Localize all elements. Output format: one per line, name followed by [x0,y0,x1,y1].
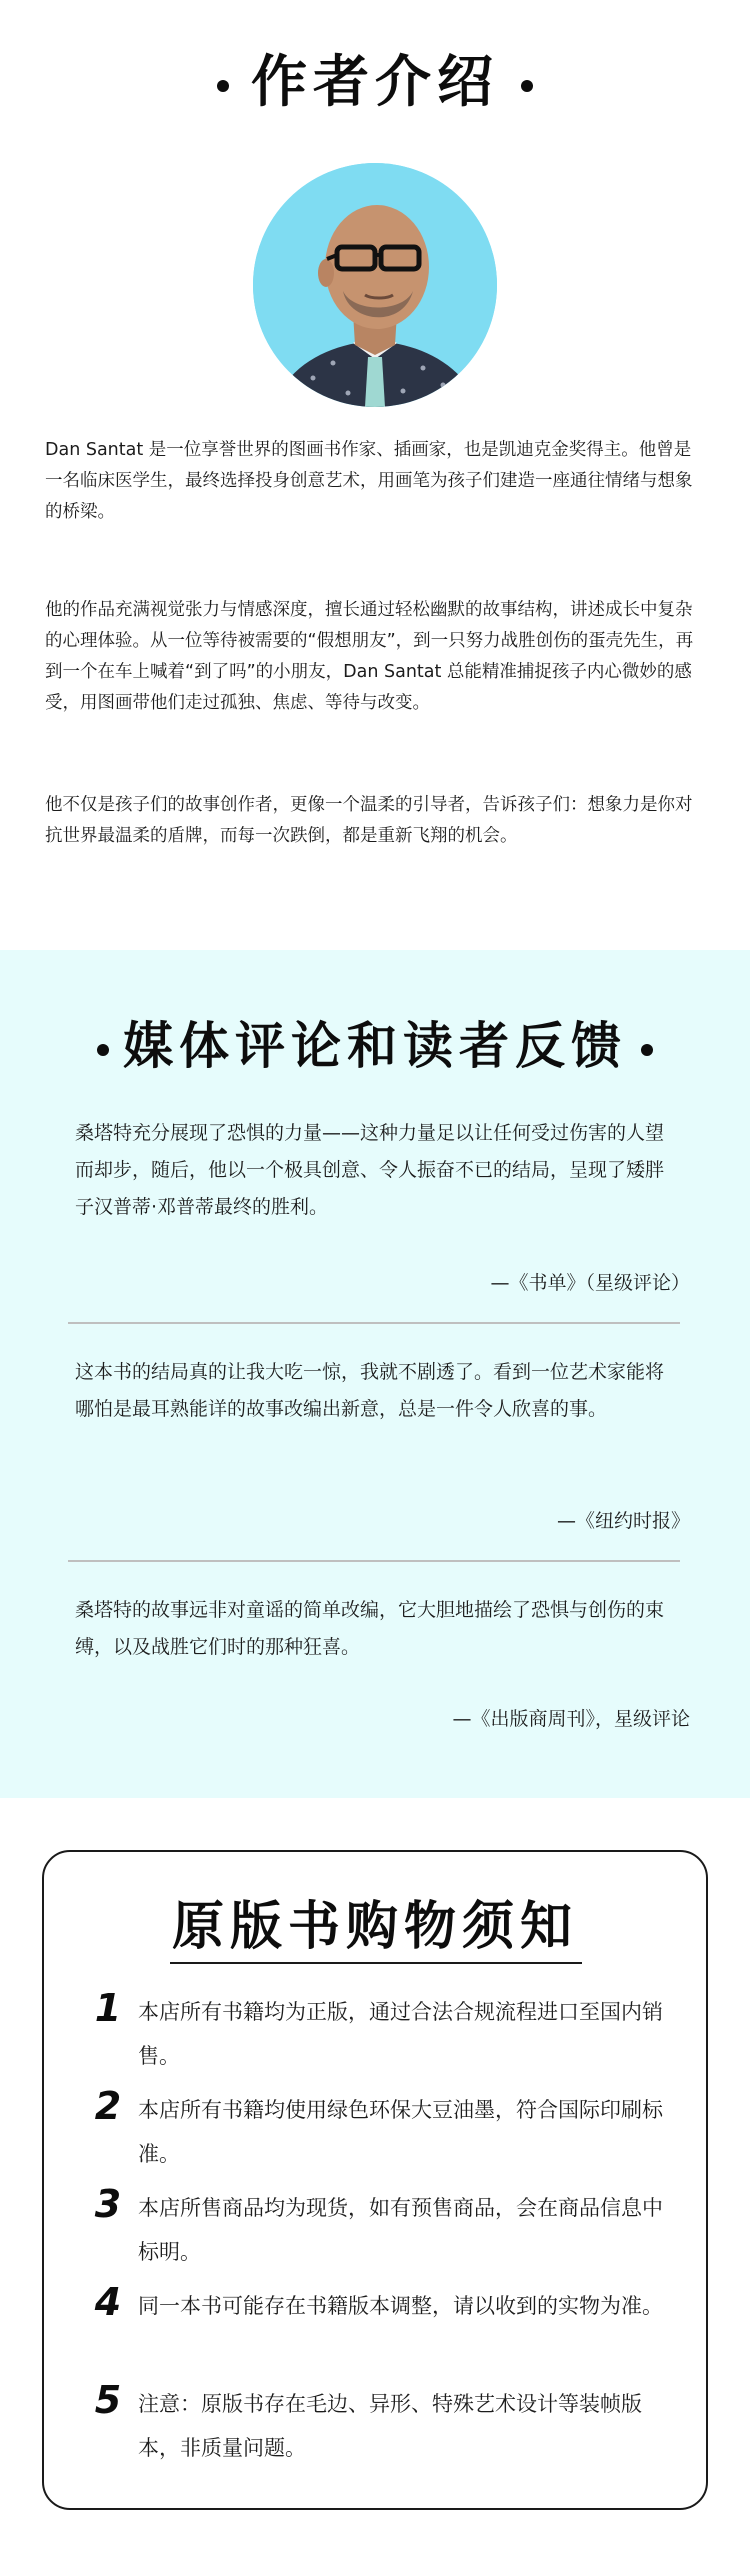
author-portrait [253,163,497,407]
review-source: —《书单》（星级评论） [490,1272,690,1294]
note-text: 本店所售商品均为现货，如有预售商品，会在商品信息中标明。 [138,2196,663,2264]
review-quote: 这本书的结局真的让我大吃一惊，我就不剧透了。看到一位艺术家能将哪怕是最耳熟能详的故事改编出新意，总是一件令人欣喜的事。 [75,1361,665,1420]
reviews-heading [0,1006,750,1078]
note-number: 2 [94,2084,122,2128]
note-item [44,2378,706,2478]
note-item [44,2182,706,2282]
heading-underline [170,1962,582,1964]
author-bio-paragraph: 他不仅是孩子们的故事创作者，更像一个温柔的引导者，告诉孩子们：想象力是你对抗世界最温柔的盾牌，而每一次跌倒，都是重新飞翔的机会。 [45,795,693,846]
author-heading [0,38,750,118]
note-text: 同一本书可能存在书籍版本调整，请以收到的实物为准。 [138,2294,663,2318]
review-source: —《纽约时报》 [556,1510,690,1532]
note-item [44,2084,706,2184]
review-source: —《出版商周刊》，星级评论 [452,1708,690,1730]
author-bio-paragraph: Dan Santat 是一位享誉世界的图画书作家、插画家，也是凯迪克金奖得主。他曾是一名临床医学生，最终选择投身创意艺术，用画笔为孩子们建造一座通往情绪与想象的桥梁。 [45,440,693,522]
note-number: 5 [94,2378,122,2422]
review-quote: 桑塔特充分展现了恐惧的力量——这种力量足以让任何受过伤害的人望而却步，随后，他以一个极具创意、令人振奋不已的结局，呈现了矮胖子汉普蒂·邓普蒂最终的胜利。 [75,1122,665,1218]
note-text: 本店所有书籍均为正版，通过合法合规流程进口至国内销售。 [138,2000,663,2068]
reviews-section [0,950,750,1798]
reviews-heading-text: 媒体评论和读者反馈 [123,1017,627,1075]
bullet-dot-left [217,80,229,92]
note-item [44,1986,706,2086]
note-number: 1 [94,1986,122,2030]
note-number: 4 [94,2280,122,2324]
purchase-notes-card [42,1850,708,2510]
note-item [44,2280,706,2380]
author-section [0,0,750,950]
note-text: 本店所有书籍均使用绿色环保大豆油墨，符合国际印刷标准。 [138,2098,663,2166]
bullet-dot-right [641,1044,653,1056]
note-number: 3 [94,2182,122,2226]
purchase-notes-heading: 原版书购物须知 [171,1897,578,1957]
note-text: 注意：原版书存在毛边、异形、特殊艺术设计等装帧版本，非质量问题。 [138,2392,642,2460]
bullet-dot-left [97,1044,109,1056]
author-bio-paragraph: 他的作品充满视觉张力与情感深度，擅长通过轻松幽默的故事结构，讲述成长中复杂的心理体验。从一位等待被需要的“假想朋友”，到一只努力战胜创伤的蛋壳先生，再到一个在车上喊着“到了吗”的小朋友，Dan Santat 总能精准捕捉孩子内心微妙的感受，用图画带他们走过孤独、焦虑、等待与改变。 [45,600,694,713]
review-divider [68,1322,680,1324]
review-divider [68,1560,680,1562]
bullet-dot-right [521,80,533,92]
author-heading-text: 作者介绍 [251,50,499,115]
review-quote: 桑塔特的故事远非对童谣的简单改编，它大胆地描绘了恐惧与创伤的束缚，以及战胜它们时的那种狂喜。 [75,1599,665,1658]
